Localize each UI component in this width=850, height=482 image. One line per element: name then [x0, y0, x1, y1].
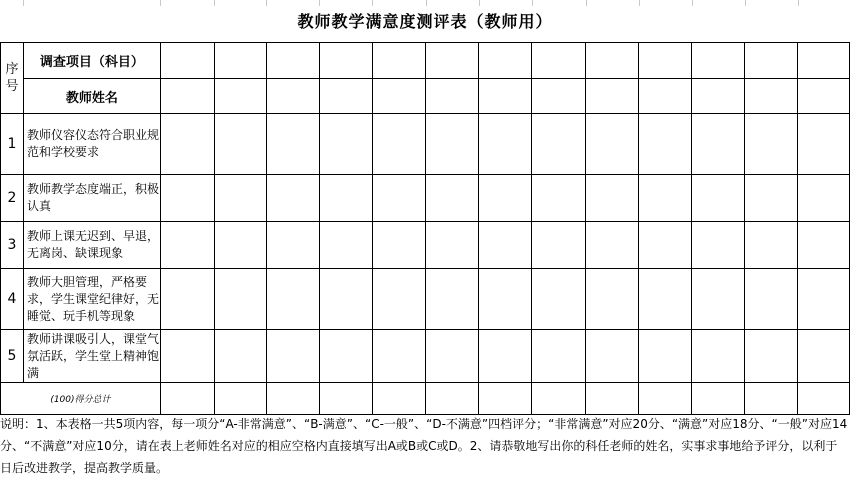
score-cell[interactable]	[160, 269, 214, 330]
score-cell[interactable]	[214, 383, 266, 415]
score-cell[interactable]	[744, 79, 797, 114]
score-cell[interactable]	[426, 383, 479, 415]
score-cell[interactable]	[532, 79, 586, 114]
subject-header-row	[1, 43, 850, 79]
score-cell[interactable]	[797, 330, 849, 383]
score-cell[interactable]	[532, 330, 586, 383]
score-cell[interactable]	[797, 79, 849, 114]
score-cell[interactable]	[372, 114, 426, 175]
score-cell[interactable]	[639, 222, 692, 269]
score-cell[interactable]	[532, 43, 586, 79]
score-cell[interactable]	[426, 43, 479, 79]
item-criterion: 教师上课无迟到、早退，无离岗、缺课现象	[23, 222, 160, 269]
score-cell[interactable]	[319, 269, 372, 330]
score-cell[interactable]	[426, 114, 479, 175]
item-criterion: 教师讲课吸引人，课堂气氛活跃，学生堂上精神饱满	[23, 330, 160, 383]
score-cell[interactable]	[479, 269, 532, 330]
score-cell[interactable]	[586, 175, 639, 222]
score-cell[interactable]	[266, 383, 319, 415]
score-cell[interactable]	[319, 79, 372, 114]
score-cell[interactable]	[744, 330, 797, 383]
score-cell[interactable]	[266, 114, 319, 175]
score-cell[interactable]	[532, 269, 586, 330]
score-cell[interactable]	[479, 114, 532, 175]
score-cell[interactable]	[214, 222, 266, 269]
score-cell[interactable]	[692, 269, 745, 330]
score-cell[interactable]	[426, 79, 479, 114]
score-cell[interactable]	[479, 175, 532, 222]
item-number: 2	[1, 175, 24, 222]
score-cell[interactable]	[797, 175, 849, 222]
score-cell[interactable]	[639, 43, 692, 79]
score-cell[interactable]	[426, 269, 479, 330]
score-cell[interactable]	[319, 175, 372, 222]
item-row	[1, 114, 850, 175]
score-cell[interactable]	[160, 222, 214, 269]
score-cell[interactable]	[426, 330, 479, 383]
score-cell[interactable]	[372, 269, 426, 330]
score-cell[interactable]	[372, 175, 426, 222]
score-cell[interactable]	[639, 79, 692, 114]
score-cell[interactable]	[692, 79, 745, 114]
score-cell[interactable]	[744, 114, 797, 175]
score-cell[interactable]	[586, 43, 639, 79]
score-cell[interactable]	[586, 330, 639, 383]
score-cell[interactable]	[797, 383, 849, 415]
item-criterion: 教师仪容仪态符合职业规范和学校要求	[23, 114, 160, 175]
score-cell[interactable]	[214, 330, 266, 383]
subject-header: 调查项目（科目）	[23, 43, 160, 79]
score-cell[interactable]	[319, 114, 372, 175]
item-criterion: 教师教学态度端正，积极认真	[23, 175, 160, 222]
score-cell[interactable]	[160, 383, 214, 415]
item-criterion: 教师大胆管理，严格要求，学生课堂纪律好，无睡觉、玩手机等现象	[23, 269, 160, 330]
score-cell[interactable]	[426, 175, 479, 222]
score-cell[interactable]	[319, 330, 372, 383]
score-cell[interactable]	[266, 175, 319, 222]
score-cell[interactable]	[692, 175, 745, 222]
score-cell[interactable]	[372, 222, 426, 269]
score-cell[interactable]	[426, 222, 479, 269]
score-cell[interactable]	[214, 114, 266, 175]
score-cell[interactable]	[532, 175, 586, 222]
score-cell[interactable]	[319, 43, 372, 79]
total-row	[1, 383, 850, 415]
score-cell[interactable]	[266, 79, 319, 114]
item-row	[1, 222, 850, 269]
score-cell[interactable]	[266, 330, 319, 383]
score-cell[interactable]	[532, 383, 586, 415]
score-cell[interactable]	[319, 383, 372, 415]
score-cell[interactable]	[692, 43, 745, 79]
score-cell[interactable]	[744, 383, 797, 415]
score-cell[interactable]	[372, 383, 426, 415]
score-cell[interactable]	[266, 222, 319, 269]
score-cell[interactable]	[160, 43, 214, 79]
instructions-note: 说明：1、本表格一共5项内容，每一项分“A-非常满意”、“B-满意”、“C-一般”、“D-不满意”四档评分；“非常满意”对应20分、“满意”对应18分、“一般”对应14分、“不满意”对应10分，请在表上老师姓名对应的相应空格内直接填写出A或B或C或D。2、请恭敬地写出你的科任老师的姓名，实事求事地给予评分，以利于日后改进教学，提高教学质量。	[0, 417, 848, 475]
score-cell[interactable]	[479, 43, 532, 79]
total-label: (100)得分总计	[1, 383, 161, 415]
score-cell[interactable]	[266, 269, 319, 330]
score-cell[interactable]	[639, 175, 692, 222]
score-cell[interactable]	[319, 222, 372, 269]
item-number: 4	[1, 269, 24, 330]
score-cell[interactable]	[372, 43, 426, 79]
score-cell[interactable]	[479, 79, 532, 114]
evaluation-table	[0, 42, 850, 415]
item-row	[1, 175, 850, 222]
score-cell[interactable]	[160, 175, 214, 222]
score-cell[interactable]	[586, 269, 639, 330]
teacher-name-header: 教师姓名	[23, 79, 160, 114]
score-cell[interactable]	[639, 330, 692, 383]
score-cell[interactable]	[744, 222, 797, 269]
teacher-header-row	[1, 79, 850, 114]
score-cell[interactable]	[160, 79, 214, 114]
item-row	[1, 330, 850, 383]
item-number: 5	[1, 330, 24, 383]
score-cell[interactable]	[586, 383, 639, 415]
score-cell[interactable]	[214, 175, 266, 222]
score-cell[interactable]	[532, 222, 586, 269]
score-cell[interactable]	[266, 43, 319, 79]
score-cell[interactable]	[586, 114, 639, 175]
score-cell[interactable]	[692, 330, 745, 383]
score-cell[interactable]	[372, 330, 426, 383]
score-cell[interactable]	[214, 79, 266, 114]
score-cell[interactable]	[797, 43, 849, 79]
item-row	[1, 269, 850, 330]
score-cell[interactable]	[479, 383, 532, 415]
column-header-strip	[0, 0, 850, 6]
score-cell[interactable]	[744, 43, 797, 79]
score-cell[interactable]	[639, 269, 692, 330]
score-cell[interactable]	[692, 222, 745, 269]
item-number: 3	[1, 222, 24, 269]
score-cell[interactable]	[586, 79, 639, 114]
score-cell[interactable]	[744, 175, 797, 222]
score-cell[interactable]	[479, 222, 532, 269]
score-cell[interactable]	[160, 330, 214, 383]
score-cell[interactable]	[797, 114, 849, 175]
score-cell[interactable]	[214, 43, 266, 79]
score-cell[interactable]	[160, 114, 214, 175]
score-cell[interactable]	[692, 114, 745, 175]
score-cell[interactable]	[692, 383, 745, 415]
score-cell[interactable]	[586, 222, 639, 269]
score-cell[interactable]	[214, 269, 266, 330]
score-cell[interactable]	[639, 114, 692, 175]
score-cell[interactable]	[797, 269, 849, 330]
sheet-title: 教师教学满意度测评表（教师用）	[297, 12, 553, 31]
item-number: 1	[1, 114, 24, 175]
score-cell[interactable]	[532, 114, 586, 175]
score-cell[interactable]	[639, 383, 692, 415]
score-cell[interactable]	[744, 269, 797, 330]
score-cell[interactable]	[479, 330, 532, 383]
score-cell[interactable]	[797, 222, 849, 269]
score-cell[interactable]	[372, 79, 426, 114]
seq-header: 序号	[1, 43, 24, 114]
